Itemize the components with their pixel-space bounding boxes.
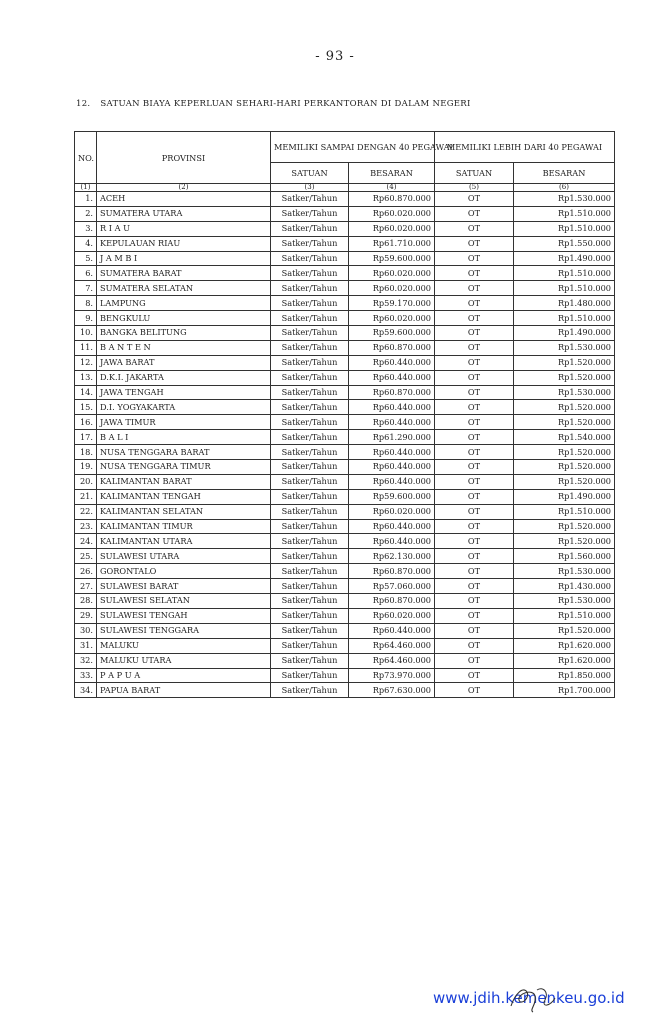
amount-up-to-40: Rp60.440.000 xyxy=(349,370,435,385)
table-row xyxy=(75,638,615,653)
row-number: 22. xyxy=(75,504,97,519)
province-name: D.K.I. JAKARTA xyxy=(97,370,271,385)
table-row xyxy=(75,370,615,385)
unit-over-40: OT xyxy=(435,192,514,207)
table-row xyxy=(75,340,615,355)
amount-over-40: Rp1.530.000 xyxy=(514,564,615,579)
table-row xyxy=(75,192,615,207)
table-row xyxy=(75,489,615,504)
unit-up-to-40: Satker/Tahun xyxy=(271,326,349,341)
amount-up-to-40: Rp60.870.000 xyxy=(349,564,435,579)
header-besaran-2: BESARAN xyxy=(514,163,615,184)
province-name: BANGKA BELITUNG xyxy=(97,326,271,341)
unit-over-40: OT xyxy=(435,519,514,534)
amount-up-to-40: Rp60.020.000 xyxy=(349,266,435,281)
unit-over-40: OT xyxy=(435,251,514,266)
amount-over-40: Rp1.510.000 xyxy=(514,281,615,296)
unit-over-40: OT xyxy=(435,296,514,311)
table-row xyxy=(75,251,615,266)
unit-over-40: OT xyxy=(435,445,514,460)
row-number: 33. xyxy=(75,668,97,683)
table-row xyxy=(75,296,615,311)
amount-up-to-40: Rp61.710.000 xyxy=(349,236,435,251)
section-title-text: SATUAN BIAYA KEPERLUAN SEHARI-HARI PERKANTORAN DI DALAM NEGERI xyxy=(100,99,471,109)
province-name: SULAWESI UTARA xyxy=(97,549,271,564)
province-name: BENGKULU xyxy=(97,311,271,326)
unit-over-40: OT xyxy=(435,549,514,564)
row-number: 9. xyxy=(75,311,97,326)
amount-up-to-40: Rp59.600.000 xyxy=(349,326,435,341)
amount-over-40: Rp1.520.000 xyxy=(514,445,615,460)
header-group-up-to-40: MEMILIKI SAMPAI DENGAN 40 PEGAWAI xyxy=(271,132,435,163)
header-provinsi: PROVINSI xyxy=(97,132,271,184)
unit-up-to-40: Satker/Tahun xyxy=(271,236,349,251)
table-row xyxy=(75,206,615,221)
unit-up-to-40: Satker/Tahun xyxy=(271,266,349,281)
table-row xyxy=(75,236,615,251)
table-row xyxy=(75,400,615,415)
amount-up-to-40: Rp60.870.000 xyxy=(349,192,435,207)
unit-over-40: OT xyxy=(435,504,514,519)
amount-over-40: Rp1.620.000 xyxy=(514,638,615,653)
unit-over-40: OT xyxy=(435,608,514,623)
row-number: 15. xyxy=(75,400,97,415)
province-name: B A L I xyxy=(97,430,271,445)
column-index: (2) xyxy=(97,184,271,192)
amount-up-to-40: Rp64.460.000 xyxy=(349,638,435,653)
column-index: (4) xyxy=(349,184,435,192)
amount-up-to-40: Rp60.440.000 xyxy=(349,519,435,534)
amount-over-40: Rp1.850.000 xyxy=(514,668,615,683)
row-number: 17. xyxy=(75,430,97,445)
amount-up-to-40: Rp60.020.000 xyxy=(349,206,435,221)
amount-over-40: Rp1.510.000 xyxy=(514,206,615,221)
table-row xyxy=(75,430,615,445)
unit-over-40: OT xyxy=(435,430,514,445)
unit-over-40: OT xyxy=(435,579,514,594)
header-group-over-40: MEMILIKI LEBIH DARI 40 PEGAWAI xyxy=(435,132,615,163)
province-name: J A M B I xyxy=(97,251,271,266)
unit-over-40: OT xyxy=(435,623,514,638)
unit-up-to-40: Satker/Tahun xyxy=(271,430,349,445)
amount-over-40: Rp1.510.000 xyxy=(514,311,615,326)
table-row xyxy=(75,668,615,683)
table-row xyxy=(75,445,615,460)
column-index: (5) xyxy=(435,184,514,192)
amount-up-to-40: Rp60.020.000 xyxy=(349,311,435,326)
column-index-row xyxy=(75,184,615,192)
row-number: 18. xyxy=(75,445,97,460)
unit-up-to-40: Satker/Tahun xyxy=(271,460,349,475)
province-name: MALUKU xyxy=(97,638,271,653)
amount-over-40: Rp1.520.000 xyxy=(514,474,615,489)
province-name: SUMATERA SELATAN xyxy=(97,281,271,296)
amount-over-40: Rp1.520.000 xyxy=(514,460,615,475)
unit-up-to-40: Satker/Tahun xyxy=(271,340,349,355)
unit-over-40: OT xyxy=(435,236,514,251)
header-besaran-1: BESARAN xyxy=(349,163,435,184)
row-number: 8. xyxy=(75,296,97,311)
unit-over-40: OT xyxy=(435,385,514,400)
row-number: 23. xyxy=(75,519,97,534)
amount-up-to-40: Rp60.440.000 xyxy=(349,355,435,370)
row-number: 21. xyxy=(75,489,97,504)
unit-over-40: OT xyxy=(435,638,514,653)
table-row xyxy=(75,623,615,638)
unit-up-to-40: Satker/Tahun xyxy=(271,638,349,653)
amount-up-to-40: Rp59.600.000 xyxy=(349,489,435,504)
row-number: 16. xyxy=(75,415,97,430)
table-row xyxy=(75,460,615,475)
row-number: 5. xyxy=(75,251,97,266)
province-name: MALUKU UTARA xyxy=(97,653,271,668)
row-number: 10. xyxy=(75,326,97,341)
amount-over-40: Rp1.520.000 xyxy=(514,534,615,549)
amount-over-40: Rp1.520.000 xyxy=(514,519,615,534)
unit-up-to-40: Satker/Tahun xyxy=(271,281,349,296)
signature-mark xyxy=(503,976,563,1016)
row-number: 12. xyxy=(75,355,97,370)
amount-up-to-40: Rp60.020.000 xyxy=(349,504,435,519)
unit-over-40: OT xyxy=(435,400,514,415)
table-row xyxy=(75,504,615,519)
unit-up-to-40: Satker/Tahun xyxy=(271,683,349,698)
amount-over-40: Rp1.530.000 xyxy=(514,340,615,355)
unit-up-to-40: Satker/Tahun xyxy=(271,251,349,266)
province-name: NUSA TENGGARA BARAT xyxy=(97,445,271,460)
province-name: JAWA TENGAH xyxy=(97,385,271,400)
row-number: 28. xyxy=(75,594,97,609)
unit-over-40: OT xyxy=(435,311,514,326)
province-name: JAWA BARAT xyxy=(97,355,271,370)
table-row xyxy=(75,564,615,579)
unit-up-to-40: Satker/Tahun xyxy=(271,206,349,221)
table-row xyxy=(75,281,615,296)
amount-up-to-40: Rp62.130.000 xyxy=(349,549,435,564)
unit-over-40: OT xyxy=(435,281,514,296)
province-name: P A P U A xyxy=(97,668,271,683)
table-row xyxy=(75,579,615,594)
unit-up-to-40: Satker/Tahun xyxy=(271,221,349,236)
amount-up-to-40: Rp73.970.000 xyxy=(349,668,435,683)
amount-over-40: Rp1.530.000 xyxy=(514,385,615,400)
province-name: SULAWESI SELATAN xyxy=(97,594,271,609)
amount-over-40: Rp1.530.000 xyxy=(514,192,615,207)
header-satuan-2: SATUAN xyxy=(435,163,514,184)
unit-up-to-40: Satker/Tahun xyxy=(271,653,349,668)
unit-over-40: OT xyxy=(435,326,514,341)
province-name: KALIMANTAN TENGAH xyxy=(97,489,271,504)
header-satuan-1: SATUAN xyxy=(271,163,349,184)
section-number: 12. xyxy=(76,99,91,109)
amount-up-to-40: Rp60.440.000 xyxy=(349,534,435,549)
province-name: JAWA TIMUR xyxy=(97,415,271,430)
column-index: (1) xyxy=(75,184,97,192)
unit-up-to-40: Satker/Tahun xyxy=(271,415,349,430)
table-row xyxy=(75,594,615,609)
province-name: ACEH xyxy=(97,192,271,207)
row-number: 11. xyxy=(75,340,97,355)
amount-up-to-40: Rp60.440.000 xyxy=(349,623,435,638)
province-name: SULAWESI TENGGARA xyxy=(97,623,271,638)
province-name: KALIMANTAN UTARA xyxy=(97,534,271,549)
amount-over-40: Rp1.490.000 xyxy=(514,251,615,266)
unit-up-to-40: Satker/Tahun xyxy=(271,355,349,370)
unit-up-to-40: Satker/Tahun xyxy=(271,489,349,504)
row-number: 13. xyxy=(75,370,97,385)
table-row xyxy=(75,355,615,370)
amount-up-to-40: Rp60.870.000 xyxy=(349,594,435,609)
row-number: 7. xyxy=(75,281,97,296)
row-number: 14. xyxy=(75,385,97,400)
unit-over-40: OT xyxy=(435,474,514,489)
amount-up-to-40: Rp60.440.000 xyxy=(349,445,435,460)
amount-over-40: Rp1.490.000 xyxy=(514,489,615,504)
row-number: 29. xyxy=(75,608,97,623)
page-number: - 93 - xyxy=(315,49,355,64)
amount-up-to-40: Rp59.170.000 xyxy=(349,296,435,311)
unit-over-40: OT xyxy=(435,370,514,385)
amount-over-40: Rp1.620.000 xyxy=(514,653,615,668)
column-index: (6) xyxy=(514,184,615,192)
amount-up-to-40: Rp60.440.000 xyxy=(349,460,435,475)
amount-over-40: Rp1.520.000 xyxy=(514,415,615,430)
unit-over-40: OT xyxy=(435,653,514,668)
unit-up-to-40: Satker/Tahun xyxy=(271,549,349,564)
amount-up-to-40: Rp60.440.000 xyxy=(349,474,435,489)
row-number: 19. xyxy=(75,460,97,475)
table-row xyxy=(75,311,615,326)
amount-over-40: Rp1.520.000 xyxy=(514,400,615,415)
amount-up-to-40: Rp60.020.000 xyxy=(349,608,435,623)
amount-up-to-40: Rp61.290.000 xyxy=(349,430,435,445)
unit-over-40: OT xyxy=(435,683,514,698)
unit-up-to-40: Satker/Tahun xyxy=(271,623,349,638)
unit-up-to-40: Satker/Tahun xyxy=(271,385,349,400)
amount-over-40: Rp1.510.000 xyxy=(514,608,615,623)
unit-over-40: OT xyxy=(435,668,514,683)
unit-over-40: OT xyxy=(435,534,514,549)
amount-over-40: Rp1.540.000 xyxy=(514,430,615,445)
province-name: LAMPUNG xyxy=(97,296,271,311)
row-number: 3. xyxy=(75,221,97,236)
row-number: 1. xyxy=(75,192,97,207)
amount-up-to-40: Rp57.060.000 xyxy=(349,579,435,594)
unit-over-40: OT xyxy=(435,206,514,221)
amount-up-to-40: Rp64.460.000 xyxy=(349,653,435,668)
unit-over-40: OT xyxy=(435,221,514,236)
amount-over-40: Rp1.530.000 xyxy=(514,594,615,609)
unit-over-40: OT xyxy=(435,415,514,430)
province-name: SUMATERA BARAT xyxy=(97,266,271,281)
table-row xyxy=(75,385,615,400)
row-number: 27. xyxy=(75,579,97,594)
unit-over-40: OT xyxy=(435,355,514,370)
amount-over-40: Rp1.700.000 xyxy=(514,683,615,698)
unit-up-to-40: Satker/Tahun xyxy=(271,370,349,385)
province-name: D.I. YOGYAKARTA xyxy=(97,400,271,415)
amount-over-40: Rp1.510.000 xyxy=(514,266,615,281)
province-name: KALIMANTAN TIMUR xyxy=(97,519,271,534)
table-row xyxy=(75,266,615,281)
amount-up-to-40: Rp60.020.000 xyxy=(349,221,435,236)
amount-over-40: Rp1.550.000 xyxy=(514,236,615,251)
unit-up-to-40: Satker/Tahun xyxy=(271,608,349,623)
row-number: 6. xyxy=(75,266,97,281)
row-number: 25. xyxy=(75,549,97,564)
row-number: 32. xyxy=(75,653,97,668)
row-number: 2. xyxy=(75,206,97,221)
amount-up-to-40: Rp59.600.000 xyxy=(349,251,435,266)
province-name: PAPUA BARAT xyxy=(97,683,271,698)
cost-table xyxy=(74,131,615,698)
table-row xyxy=(75,608,615,623)
province-name: KALIMANTAN SELATAN xyxy=(97,504,271,519)
unit-over-40: OT xyxy=(435,594,514,609)
unit-over-40: OT xyxy=(435,489,514,504)
column-index: (3) xyxy=(271,184,349,192)
table-row xyxy=(75,474,615,489)
table-row xyxy=(75,415,615,430)
amount-over-40: Rp1.520.000 xyxy=(514,370,615,385)
table-row xyxy=(75,653,615,668)
province-name: KEPULAUAN RIAU xyxy=(97,236,271,251)
province-name: R I A U xyxy=(97,221,271,236)
unit-over-40: OT xyxy=(435,460,514,475)
row-number: 4. xyxy=(75,236,97,251)
amount-up-to-40: Rp60.870.000 xyxy=(349,385,435,400)
unit-up-to-40: Satker/Tahun xyxy=(271,504,349,519)
province-name: SUMATERA UTARA xyxy=(97,206,271,221)
unit-over-40: OT xyxy=(435,340,514,355)
unit-up-to-40: Satker/Tahun xyxy=(271,311,349,326)
unit-up-to-40: Satker/Tahun xyxy=(271,192,349,207)
unit-up-to-40: Satker/Tahun xyxy=(271,668,349,683)
province-name: KALIMANTAN BARAT xyxy=(97,474,271,489)
unit-up-to-40: Satker/Tahun xyxy=(271,474,349,489)
province-name: GORONTALO xyxy=(97,564,271,579)
amount-up-to-40: Rp60.020.000 xyxy=(349,281,435,296)
table-row xyxy=(75,549,615,564)
section-title xyxy=(76,99,471,109)
unit-over-40: OT xyxy=(435,564,514,579)
amount-over-40: Rp1.510.000 xyxy=(514,221,615,236)
table-row xyxy=(75,683,615,698)
amount-over-40: Rp1.510.000 xyxy=(514,504,615,519)
unit-up-to-40: Satker/Tahun xyxy=(271,296,349,311)
amount-over-40: Rp1.560.000 xyxy=(514,549,615,564)
table-row xyxy=(75,519,615,534)
amount-up-to-40: Rp67.630.000 xyxy=(349,683,435,698)
amount-up-to-40: Rp60.440.000 xyxy=(349,415,435,430)
header-no: NO. xyxy=(75,132,97,184)
row-number: 20. xyxy=(75,474,97,489)
province-name: B A N T E N xyxy=(97,340,271,355)
unit-over-40: OT xyxy=(435,266,514,281)
amount-over-40: Rp1.430.000 xyxy=(514,579,615,594)
table-row xyxy=(75,221,615,236)
amount-over-40: Rp1.520.000 xyxy=(514,623,615,638)
amount-over-40: Rp1.480.000 xyxy=(514,296,615,311)
table-row xyxy=(75,326,615,341)
unit-up-to-40: Satker/Tahun xyxy=(271,564,349,579)
unit-up-to-40: Satker/Tahun xyxy=(271,594,349,609)
unit-up-to-40: Satker/Tahun xyxy=(271,445,349,460)
amount-up-to-40: Rp60.440.000 xyxy=(349,400,435,415)
unit-up-to-40: Satker/Tahun xyxy=(271,534,349,549)
unit-up-to-40: Satker/Tahun xyxy=(271,579,349,594)
table-row xyxy=(75,534,615,549)
footer-url[interactable]: www.jdih.kemenkeu.go.id xyxy=(433,989,625,1007)
row-number: 31. xyxy=(75,638,97,653)
row-number: 24. xyxy=(75,534,97,549)
row-number: 26. xyxy=(75,564,97,579)
amount-up-to-40: Rp60.870.000 xyxy=(349,340,435,355)
row-number: 34. xyxy=(75,683,97,698)
unit-up-to-40: Satker/Tahun xyxy=(271,400,349,415)
row-number: 30. xyxy=(75,623,97,638)
amount-over-40: Rp1.490.000 xyxy=(514,326,615,341)
province-name: SULAWESI BARAT xyxy=(97,579,271,594)
unit-up-to-40: Satker/Tahun xyxy=(271,519,349,534)
province-name: SULAWESI TENGAH xyxy=(97,608,271,623)
amount-over-40: Rp1.520.000 xyxy=(514,355,615,370)
province-name: NUSA TENGGARA TIMUR xyxy=(97,460,271,475)
